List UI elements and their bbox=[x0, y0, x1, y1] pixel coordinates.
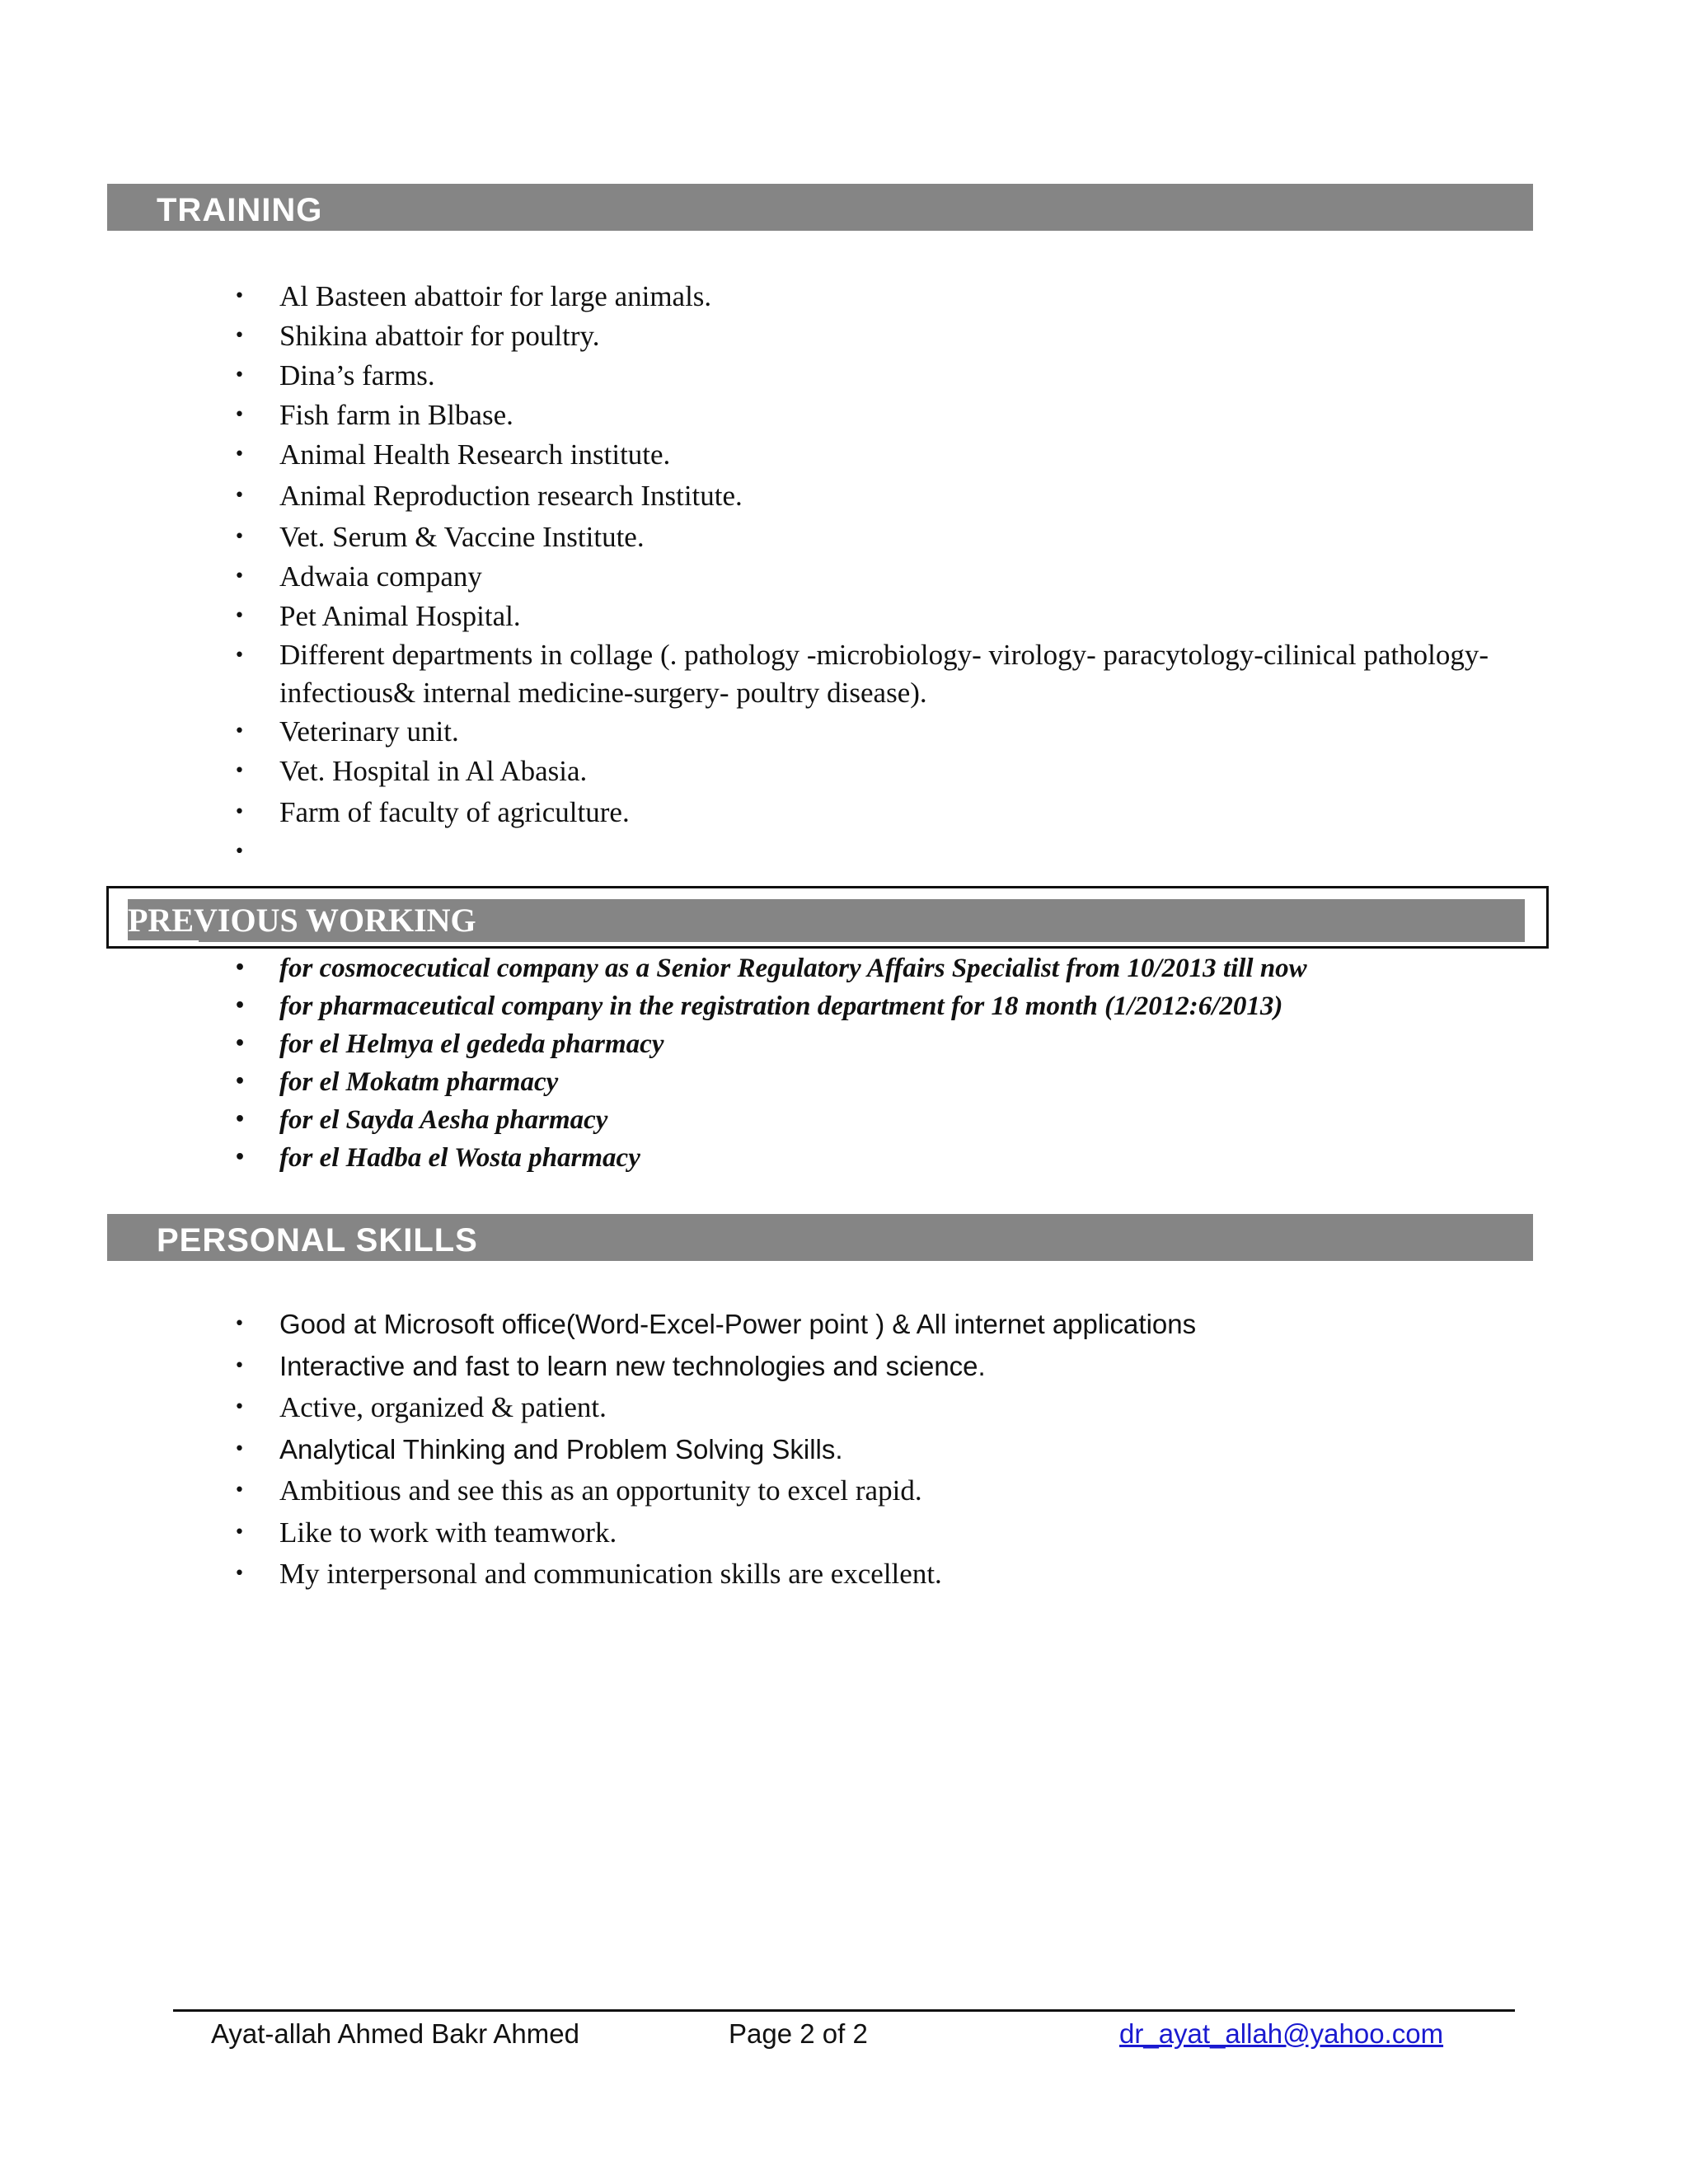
bullet-icon: • bbox=[234, 761, 245, 781]
header-bar-notch bbox=[128, 940, 199, 944]
bullet-icon: • bbox=[234, 527, 245, 547]
bullet-icon: • bbox=[234, 286, 245, 307]
list-item: • Fish farm in Blbase. bbox=[279, 396, 1499, 435]
bullet-icon: • bbox=[234, 645, 245, 666]
list-item: • for el Sayda Aesha pharmacy bbox=[279, 1101, 1516, 1139]
list-item: • Like to work with teamwork. bbox=[279, 1512, 1516, 1554]
list-item: • Al Basteen abattoir for large animals. bbox=[279, 277, 1499, 316]
list-item: • Good at Microsoft office(Word-Excel-Power point ) & All internet applications bbox=[279, 1304, 1516, 1346]
bullet-icon: • bbox=[234, 1109, 246, 1130]
bullet-icon: • bbox=[234, 606, 245, 626]
list-item: • Ambitious and see this as an opportunity to excel rapid. bbox=[279, 1470, 1516, 1512]
footer-divider bbox=[173, 2009, 1515, 2012]
bullet-icon: • bbox=[234, 996, 246, 1016]
list-item: • Veterinary unit. bbox=[279, 712, 1499, 752]
list-item: • Vet. Serum & Vaccine Institute. bbox=[279, 518, 1499, 557]
bullet-icon: • bbox=[234, 326, 245, 346]
list-item: • for pharmaceutical company in the registration department for 18 month (1/2012:6/2013) bbox=[279, 987, 1516, 1025]
bullet-icon: • bbox=[234, 1438, 245, 1460]
bullet-icon: • bbox=[234, 1071, 246, 1092]
personal-skills-list bbox=[234, 1304, 1516, 1596]
personal-skills-title: PERSONAL SKILLS bbox=[157, 1222, 478, 1258]
list-item: • Interactive and fast to learn new technologies and science. bbox=[279, 1346, 1516, 1388]
training-list bbox=[234, 277, 1499, 872]
bullet-icon: • bbox=[234, 1355, 245, 1376]
list-item: • Shikina abattoir for poultry. bbox=[279, 316, 1499, 356]
list-item: • for el Hadba el Wosta pharmacy bbox=[279, 1139, 1516, 1177]
list-item: • Animal Health Research institute. bbox=[279, 435, 1499, 475]
list-item: • for el Helmya el gededa pharmacy bbox=[279, 1025, 1516, 1063]
list-item: • Farm of faculty of agriculture. bbox=[279, 793, 1499, 832]
footer-name: Ayat-allah Ahmed Bakr Ahmed bbox=[211, 2018, 579, 2049]
list-item: • for el Mokatm pharmacy bbox=[279, 1063, 1516, 1101]
previous-working-title: PREVIOUS WORKING bbox=[128, 902, 476, 939]
bullet-icon: • bbox=[234, 365, 245, 386]
list-item: • Different departments in collage (. pathology -microbiology- virology- paracytology-cilinical pathology- infectious& internal medicine-surgery- poultry disease). bbox=[279, 636, 1499, 712]
bullet-icon: • bbox=[234, 1397, 245, 1418]
list-item: • Pet Animal Hospital. bbox=[279, 597, 1499, 636]
footer-email-link[interactable]: dr_ayat_allah@yahoo.com bbox=[1119, 2018, 1444, 2049]
bullet-icon: • bbox=[234, 566, 245, 587]
bullet-icon: • bbox=[234, 1147, 246, 1168]
bullet-icon: • bbox=[234, 802, 245, 823]
bullet-icon: • bbox=[234, 721, 245, 742]
list-item: • for cosmocecutical company as a Senior Regulatory Affairs Specialist from 10/2013 till now bbox=[279, 949, 1516, 987]
bullet-icon: • bbox=[234, 485, 245, 506]
bullet-icon: • bbox=[234, 1521, 245, 1543]
previous-working-list bbox=[234, 949, 1516, 1177]
bullet-icon: • bbox=[234, 1563, 245, 1584]
list-item: • Dina’s farms. bbox=[279, 356, 1499, 396]
list-item: • Vet. Hospital in Al Abasia. bbox=[279, 752, 1499, 791]
list-item: • Adwaia company bbox=[279, 557, 1499, 597]
list-item: • My interpersonal and communication skills are excellent. bbox=[279, 1554, 1516, 1596]
list-item: • Active, organized & patient. bbox=[279, 1387, 1516, 1429]
bullet-icon: • bbox=[234, 1480, 245, 1501]
bullet-icon: • bbox=[234, 1033, 246, 1054]
list-item bbox=[234, 832, 1499, 872]
bullet-icon: • bbox=[234, 405, 245, 425]
list-item: • Animal Reproduction research Institute. bbox=[279, 476, 1499, 516]
training-title: TRAINING bbox=[157, 192, 323, 228]
bullet-icon: • bbox=[234, 1314, 245, 1334]
list-item: • Analytical Thinking and Problem Solving Skills. bbox=[279, 1429, 1516, 1471]
footer-page-number: Page 2 of 2 bbox=[729, 2018, 868, 2049]
bullet-icon: • bbox=[234, 958, 246, 978]
bullet-icon: • bbox=[234, 444, 245, 465]
bullet-icon: • bbox=[234, 841, 245, 862]
